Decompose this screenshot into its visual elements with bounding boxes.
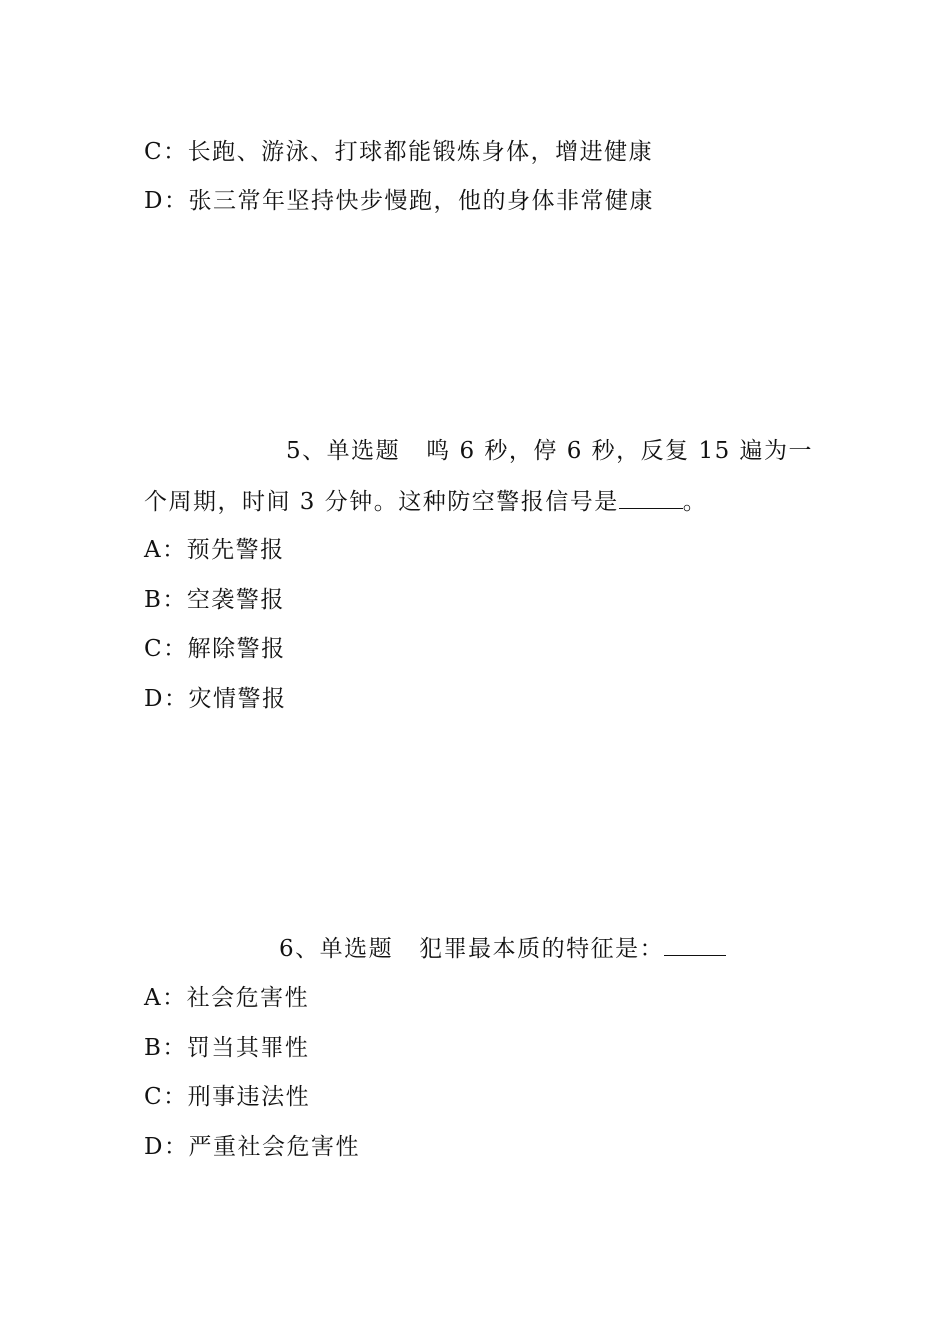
option-separator: ： (163, 686, 189, 712)
option-letter: D (144, 686, 164, 712)
q4-option-d (144, 186, 654, 216)
q6-option-d (144, 1132, 360, 1162)
answer-blank (619, 486, 683, 509)
option-separator: ： (163, 1134, 189, 1160)
q6-heading (279, 933, 726, 964)
answer-blank (664, 933, 726, 956)
question-stem-line1: 鸣 6 秒，停 6 秒，反复 15 遍为一 (426, 438, 814, 464)
q5-option-c (144, 634, 286, 664)
q6-option-b (144, 1033, 309, 1063)
option-letter: D (144, 188, 164, 214)
option-text: 预先警报 (186, 537, 285, 563)
question-number: 6、 (279, 936, 320, 962)
q5-heading (286, 436, 813, 466)
option-separator: ： (162, 1035, 187, 1061)
option-text: 严重社会危害性 (188, 1134, 360, 1160)
option-letter: C (144, 139, 164, 165)
option-separator: ： (163, 1084, 188, 1110)
option-letter: D (144, 1134, 164, 1160)
option-letter: B (144, 1035, 163, 1061)
option-letter: A (144, 537, 163, 563)
q4-option-c (144, 137, 653, 167)
option-text: 空袭警报 (186, 587, 285, 613)
option-separator: ： (162, 985, 187, 1011)
option-separator: ： (162, 587, 187, 613)
question-type: 单选题 (319, 936, 394, 962)
question-stem: 犯罪最本质的特征是： (419, 936, 665, 962)
option-text: 社会危害性 (186, 985, 310, 1011)
q6-option-c (144, 1082, 310, 1112)
option-text: 解除警报 (187, 636, 286, 662)
question-type: 单选题 (326, 438, 401, 464)
option-text: 长跑、游泳、打球都能锻炼身体，增进健康 (187, 139, 654, 165)
question-stem-end: 。 (682, 489, 708, 515)
q5-option-a (144, 535, 285, 565)
option-text: 罚当其罪性 (186, 1035, 310, 1061)
option-separator: ： (163, 636, 188, 662)
option-letter: C (144, 636, 164, 662)
option-separator: ： (162, 537, 187, 563)
q6-option-a (144, 983, 309, 1013)
question-number: 5、 (286, 438, 327, 464)
option-letter: C (144, 1084, 164, 1110)
option-separator: ： (163, 139, 188, 165)
q5-option-b (144, 585, 285, 615)
q5-option-d (144, 684, 286, 714)
option-text: 刑事违法性 (187, 1084, 311, 1110)
option-text: 灾情警报 (188, 686, 287, 712)
option-separator: ： (163, 188, 189, 214)
option-text: 张三常年坚持快步慢跑，他的身体非常健康 (188, 188, 654, 214)
question-stem-line2: 个周期，时间 3 分钟。这种防空警报信号是 (144, 489, 619, 515)
q5-stem-line2 (144, 486, 707, 517)
option-letter: B (144, 587, 163, 613)
option-letter: A (144, 985, 163, 1011)
